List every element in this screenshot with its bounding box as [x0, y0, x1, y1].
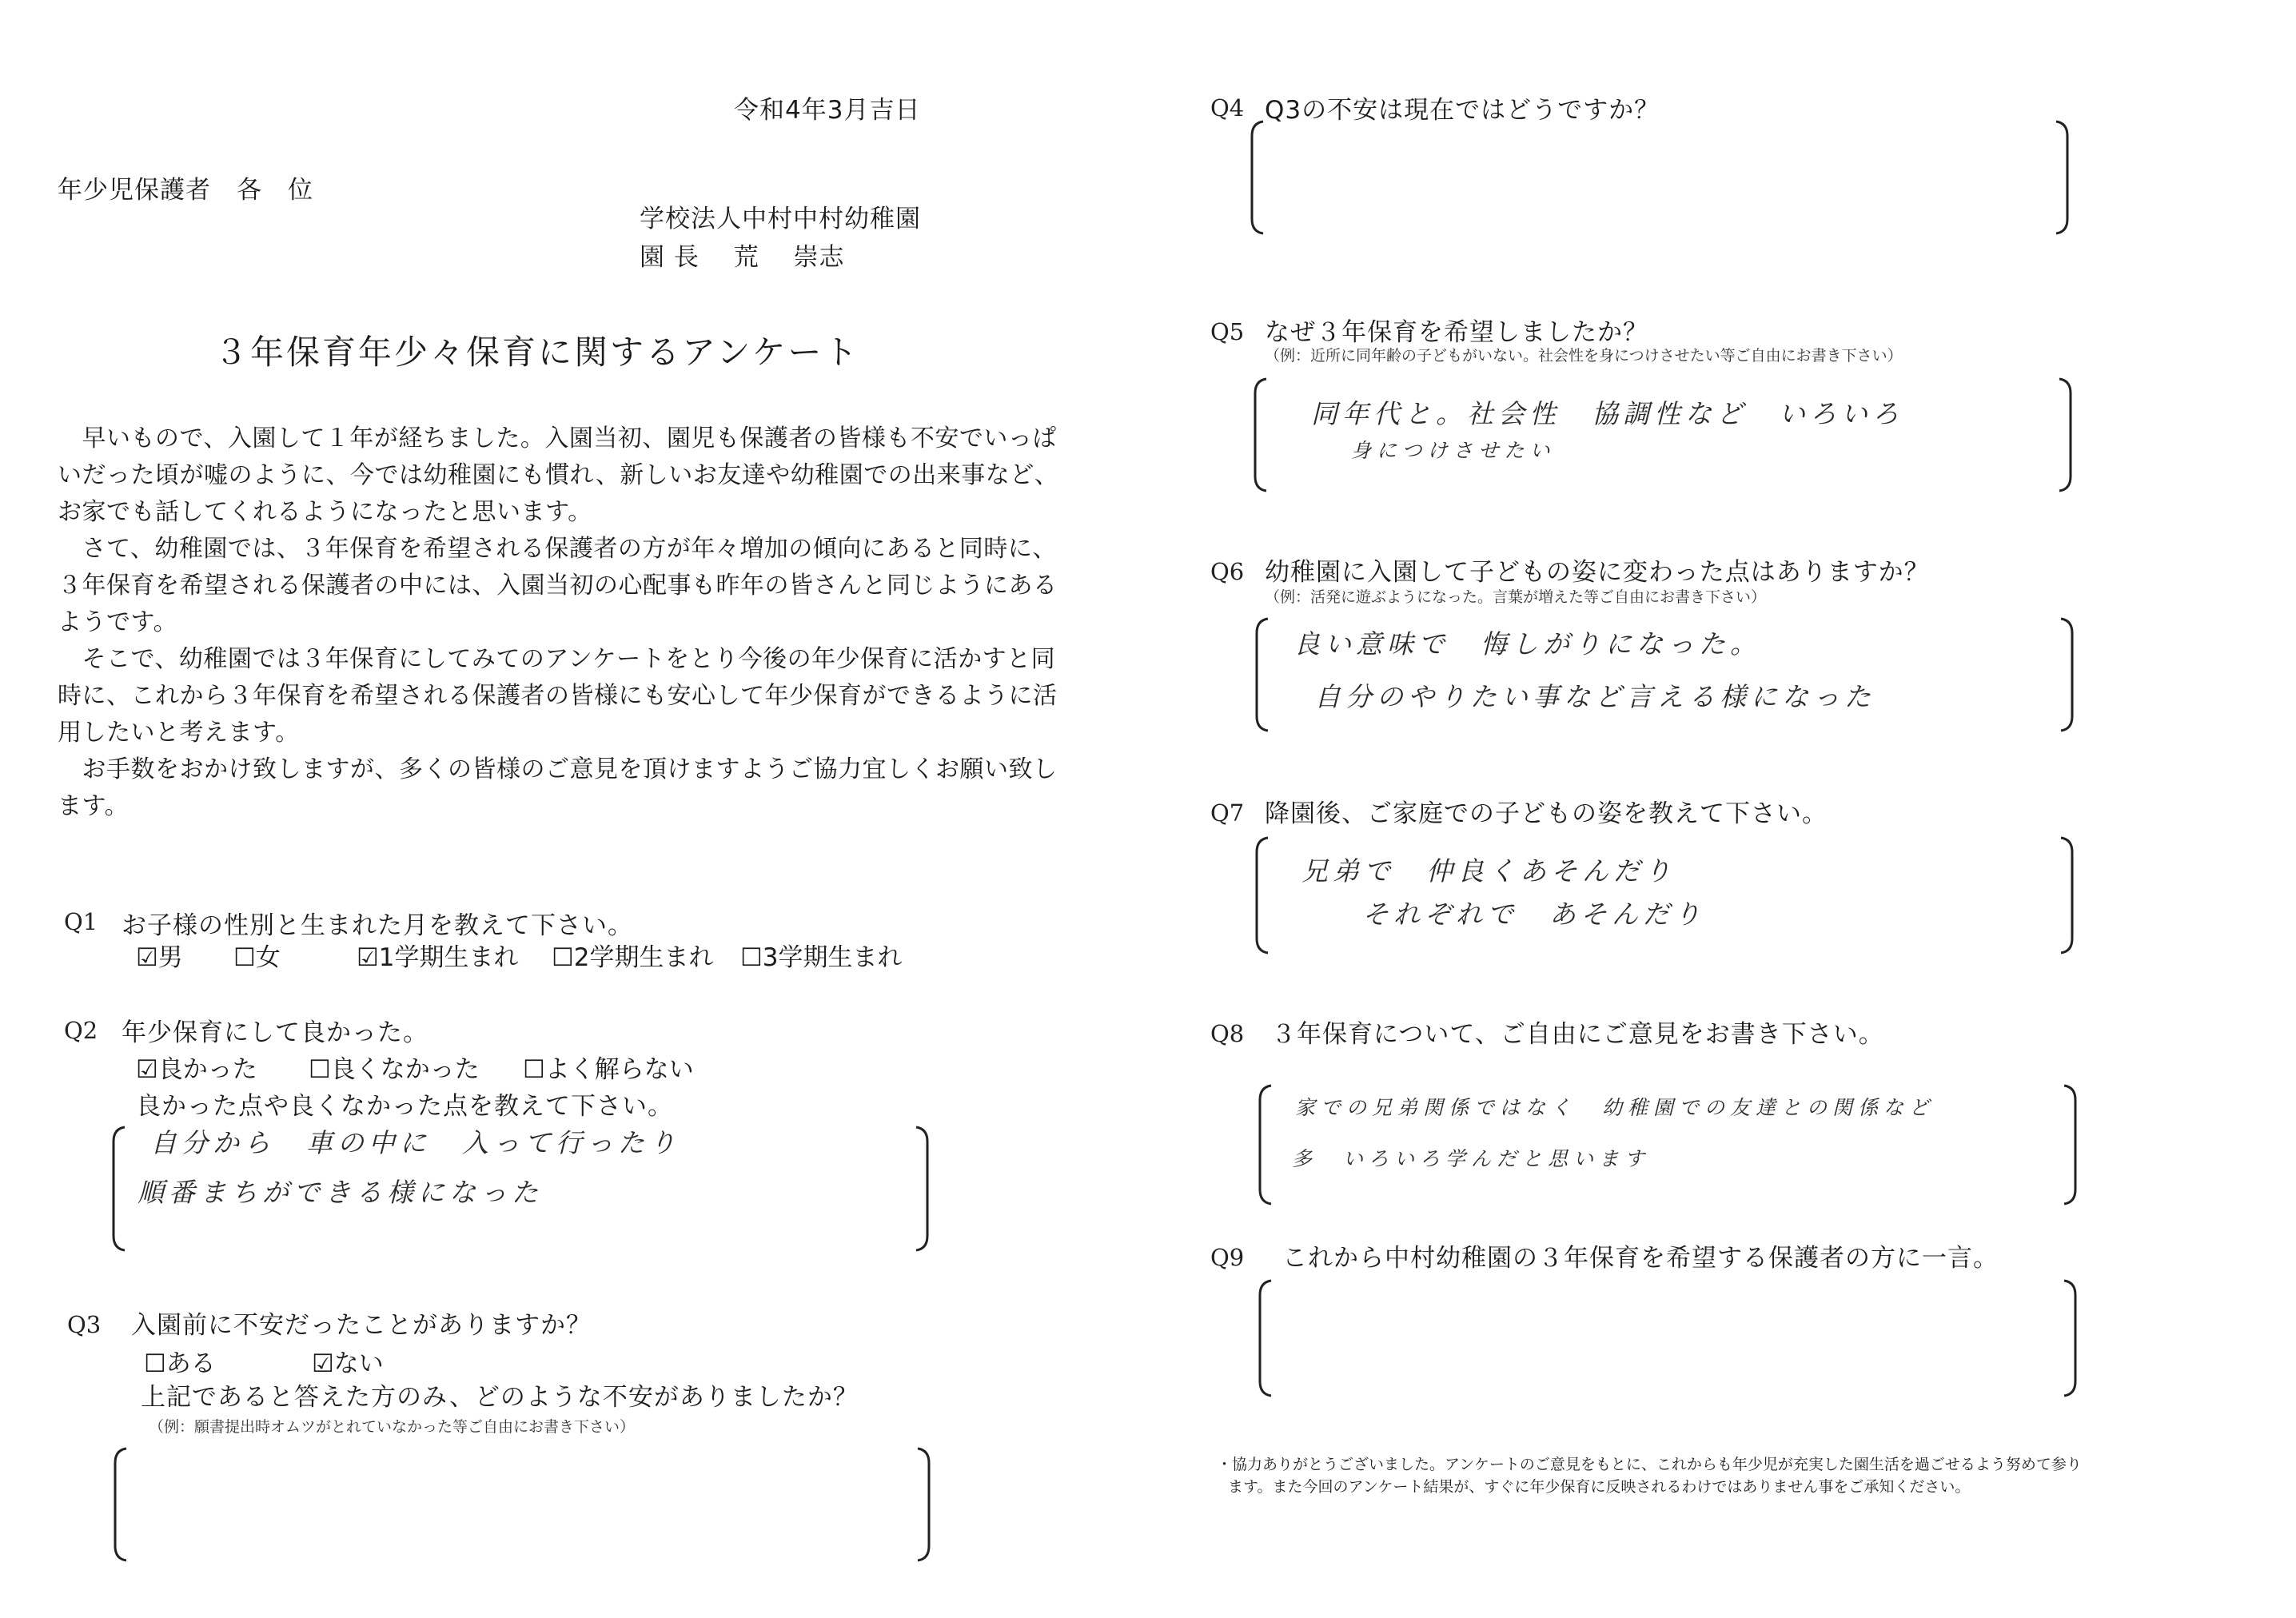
recipient-line: 年少児保護者 各 位: [58, 176, 313, 205]
q3-option-yes[interactable]: [144, 1343, 216, 1379]
intro-line: 用したいと考えます。: [58, 719, 300, 747]
checkbox-checked-icon: ☑: [136, 1055, 158, 1084]
sender-organization: 学校法人中村中村幼稚園: [640, 205, 921, 233]
intro-paragraph: [58, 420, 1058, 825]
option-label: 良かった: [157, 1055, 257, 1084]
q1-option-boy[interactable]: [136, 937, 183, 973]
option-label: 1学期生まれ: [378, 943, 519, 972]
q8-handwritten-answer-line: 家での兄弟関係ではなく 幼稚園での友達との関係など: [1295, 1096, 1935, 1119]
checkbox-icon: ☐: [740, 943, 763, 972]
option-label: 女: [255, 943, 281, 972]
q3-option-no[interactable]: [312, 1343, 384, 1379]
q2-question: 年少保育にして良かった。: [122, 1018, 429, 1047]
q8-number: Q8: [1210, 1020, 1245, 1047]
intro-line: 早いもので、入園して１年が経ちました。入園当初、園児も保護者の皆様も不安でいっぱ: [58, 424, 1057, 452]
checkbox-icon: ☐: [144, 1349, 166, 1378]
closing-note: [1217, 1453, 2082, 1498]
q1-option-term1[interactable]: [357, 937, 519, 973]
q7-question: 降園後、ご家庭での子どもの姿を教えて下さい。: [1265, 799, 1828, 828]
q3-number: Q3: [67, 1311, 102, 1338]
checkbox-icon: ☐: [309, 1055, 331, 1084]
option-label: ない: [333, 1349, 384, 1378]
q1-number: Q1: [64, 908, 98, 935]
checkbox-icon: ☐: [523, 1055, 545, 1084]
q7-handwritten-answer-line: 兄弟で 仲良くあそんだり: [1301, 855, 1676, 887]
q6-example: （例：活発に遊ぶようになった。言葉が増えた等ご自由にお書き下さい）: [1265, 588, 1767, 606]
q7-number: Q7: [1210, 799, 1245, 827]
q2-option-good[interactable]: [136, 1049, 257, 1085]
checkbox-icon: ☐: [233, 943, 256, 972]
q3-question: 入園前に不安だったことがありますか？: [131, 1311, 592, 1340]
checkbox-checked-icon: ☑: [136, 943, 158, 972]
intro-line: ３年保育を希望される保護者の中には、入園当初の心配事も昨年の皆さんと同じようにある: [58, 572, 1058, 600]
q5-number: Q5: [1210, 318, 1245, 345]
checkbox-checked-icon: ☑: [312, 1349, 334, 1378]
q2-subquestion: 良かった点や良くなかった点を教えて下さい。: [136, 1092, 673, 1121]
option-label: よく解らない: [544, 1055, 694, 1084]
q9-answer-box[interactable]: [1257, 1277, 2080, 1399]
closing-note-line: ます。また今回のアンケート結果が、すぐに年少保育に反映されるわけではありません事をご承知ください。: [1228, 1478, 1971, 1496]
checkbox-checked-icon: ☑: [357, 943, 379, 972]
intro-line: そこで、幼稚園では３年保育にしてみてのアンケートをとり今後の年少保育に活かすと同: [58, 645, 1056, 673]
q3-answer-box[interactable]: [112, 1445, 934, 1564]
closing-note-line: ・協力ありがとうございました。アンケートのご意見をもとに、これからも年少児が充実した園生活を過ごせるよう努めて参り: [1217, 1456, 2082, 1473]
q2-option-unsure[interactable]: [523, 1049, 694, 1085]
q1-option-term2[interactable]: [552, 937, 714, 973]
q1-option-term3[interactable]: [740, 937, 903, 973]
q6-number: Q6: [1210, 558, 1245, 585]
q9-number: Q9: [1210, 1244, 1245, 1271]
sender-principal: 園 長 荒 崇志: [640, 243, 845, 272]
q4-number: Q4: [1210, 94, 1245, 122]
q8-question: ３年保育について、ご自由にご意見をお書き下さい。: [1271, 1020, 1884, 1049]
q4-question: Q3の不安は現在ではどうですか？: [1265, 96, 1660, 125]
intro-line: ます。: [58, 792, 130, 820]
q5-handwritten-answer-line: 同年代と。社会性 協調性など いろいろ: [1311, 398, 1903, 429]
q6-handwritten-answer-line: 良い意味で 悔しがりになった。: [1293, 628, 1761, 660]
q2-handwritten-answer-line: 自分から 車の中に 入って行ったり: [150, 1127, 680, 1158]
q4-answer-box[interactable]: [1249, 118, 2072, 237]
intro-line: 時に、これから３年保育を希望される保護者の皆様にも安心して年少保育ができるように活: [58, 682, 1058, 710]
intro-line: さて、幼稚園では、３年保育を希望される保護者の方が年々増加の傾向にあると同時に、: [58, 535, 1057, 563]
q5-question: なぜ３年保育を希望しましたか？: [1265, 318, 1648, 347]
q9-question: これから中村幼稚園の３年保育を希望する保護者の方に一言。: [1282, 1244, 1999, 1273]
q3-subquestion: 上記であると答えた方のみ、どのような不安がありましたか？: [141, 1383, 859, 1412]
q5-example: （例：近所に同年齢の子どもがいない。社会性を身につけさせたい等ご自由にお書き下さい）: [1265, 347, 1903, 365]
checkbox-icon: ☐: [552, 943, 574, 972]
document-date: 令和4年3月吉日: [734, 96, 921, 125]
option-label: 男: [157, 943, 183, 972]
option-label: 2学期生まれ: [573, 943, 714, 972]
intro-line: お手数をおかけ致しますが、多くの皆様のご意見を頂けますようご協力宜しくお願い致し: [58, 755, 1058, 783]
q2-option-not-good[interactable]: [309, 1049, 480, 1085]
option-label: ある: [165, 1349, 216, 1378]
q8-handwritten-answer-line: 多 いろいろ学んだと思います: [1292, 1147, 1651, 1170]
q6-handwritten-answer-line: 自分のやりたい事など言える様になった: [1314, 681, 1875, 712]
q7-handwritten-answer-line: それぞれで あそんだり: [1362, 899, 1705, 930]
q3-example: （例：願書提出時オムツがとれていなかった等ご自由にお書き下さい）: [149, 1418, 636, 1436]
survey-title: ３年保育年少々保育に関するアンケート: [214, 333, 860, 372]
q1-option-girl[interactable]: [233, 937, 281, 973]
option-label: 3学期生まれ: [762, 943, 903, 972]
intro-line: ようです。: [58, 608, 178, 636]
q1-question: お子様の性別と生まれた月を教えて下さい。: [122, 911, 633, 940]
q2-handwritten-answer-line: 順番まちができる様になった: [138, 1177, 543, 1208]
intro-line: いだった頃が嘘のように、今では幼稚園にも慣れ、新しいお友達や幼稚園での出来事など、: [58, 461, 1059, 489]
option-label: 良くなかった: [330, 1055, 480, 1084]
intro-line: お家でも話してくれるようになったと思います。: [58, 498, 592, 526]
q2-number: Q2: [64, 1017, 98, 1044]
q5-handwritten-answer-line: 身につけさせたい: [1351, 439, 1556, 462]
q6-question: 幼稚園に入園して子どもの姿に変わった点はありますか？: [1265, 558, 1930, 587]
